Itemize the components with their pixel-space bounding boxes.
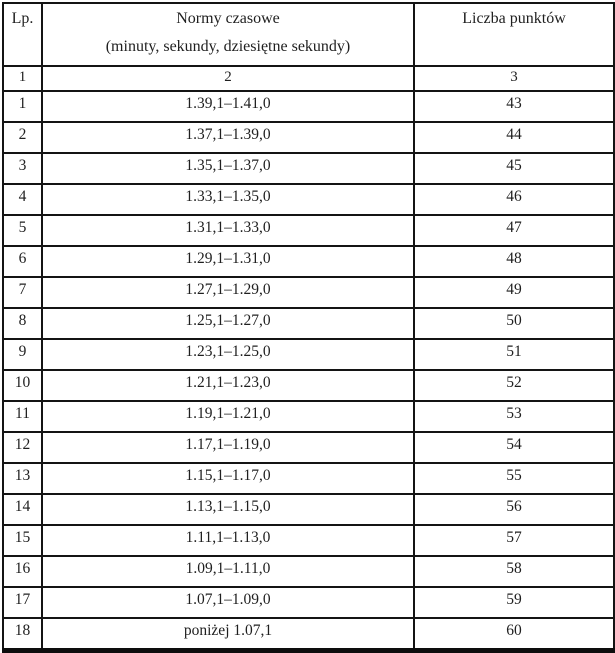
cell-lp: 18 <box>3 618 42 651</box>
table-row <box>3 587 614 618</box>
cell-punkty: 47 <box>414 215 614 246</box>
cell-norma: 1.15,1–1.17,0 <box>42 463 414 494</box>
cell-norma: 1.39,1–1.41,0 <box>42 91 414 122</box>
cell-lp: 14 <box>3 494 42 525</box>
cell-punkty: 48 <box>414 246 614 277</box>
numbering-cell-2: 2 <box>42 66 414 91</box>
cell-norma: 1.11,1–1.13,0 <box>42 525 414 556</box>
table-row <box>3 277 614 308</box>
cell-punkty: 45 <box>414 153 614 184</box>
cell-norma: 1.13,1–1.15,0 <box>42 494 414 525</box>
cell-norma: 1.29,1–1.31,0 <box>42 246 414 277</box>
header-normy-title: Normy czasowe <box>176 10 280 27</box>
table-row <box>3 91 614 122</box>
cell-lp: 4 <box>3 184 42 215</box>
table-row <box>3 184 614 215</box>
header-normy-subtitle: (minuty, sekundy, dziesiętne sekundy) <box>105 38 351 55</box>
table-row <box>3 153 614 184</box>
header-cell-lp: Lp. <box>3 3 42 66</box>
cell-punkty: 49 <box>414 277 614 308</box>
cell-norma: 1.25,1–1.27,0 <box>42 308 414 339</box>
cell-lp: 17 <box>3 587 42 618</box>
cell-norma: 1.35,1–1.37,0 <box>42 153 414 184</box>
table-row <box>3 339 614 370</box>
cell-norma: 1.23,1–1.25,0 <box>42 339 414 370</box>
cell-norma: 1.07,1–1.09,0 <box>42 587 414 618</box>
cell-punkty: 53 <box>414 401 614 432</box>
cell-norma: 1.33,1–1.35,0 <box>42 184 414 215</box>
cell-lp: 10 <box>3 370 42 401</box>
cell-lp: 8 <box>3 308 42 339</box>
cell-punkty: 50 <box>414 308 614 339</box>
table-row <box>3 401 614 432</box>
table-row <box>3 494 614 525</box>
cell-punkty: 52 <box>414 370 614 401</box>
cell-punkty: 59 <box>414 587 614 618</box>
cell-punkty: 44 <box>414 122 614 153</box>
cell-punkty: 54 <box>414 432 614 463</box>
numbering-cell-1: 1 <box>3 66 42 91</box>
table-row <box>3 370 614 401</box>
cell-lp: 6 <box>3 246 42 277</box>
table-row <box>3 122 614 153</box>
table-row <box>3 246 614 277</box>
cell-lp: 13 <box>3 463 42 494</box>
cell-punkty: 60 <box>414 618 614 651</box>
document-page <box>0 2 615 639</box>
norms-table <box>2 2 615 653</box>
cell-punkty: 57 <box>414 525 614 556</box>
cell-lp: 1 <box>3 91 42 122</box>
table-row <box>3 432 614 463</box>
table-body <box>3 91 614 651</box>
cell-lp: 15 <box>3 525 42 556</box>
table-row <box>3 308 614 339</box>
cell-norma: 1.17,1–1.19,0 <box>42 432 414 463</box>
cell-lp: 3 <box>3 153 42 184</box>
cell-lp: 7 <box>3 277 42 308</box>
header-cell-punkty: Liczba punktów <box>414 3 614 66</box>
table-row <box>3 556 614 587</box>
cell-punkty: 46 <box>414 184 614 215</box>
table-row <box>3 463 614 494</box>
cell-norma: 1.37,1–1.39,0 <box>42 122 414 153</box>
table-row <box>3 618 614 651</box>
cell-punkty: 58 <box>414 556 614 587</box>
cell-punkty: 43 <box>414 91 614 122</box>
table-row <box>3 525 614 556</box>
cell-punkty: 55 <box>414 463 614 494</box>
cell-lp: 11 <box>3 401 42 432</box>
cell-lp: 5 <box>3 215 42 246</box>
cell-norma: 1.31,1–1.33,0 <box>42 215 414 246</box>
cell-lp: 12 <box>3 432 42 463</box>
cell-norma: 1.21,1–1.23,0 <box>42 370 414 401</box>
cell-norma: 1.27,1–1.29,0 <box>42 277 414 308</box>
cell-lp: 2 <box>3 122 42 153</box>
cell-norma: 1.09,1–1.11,0 <box>42 556 414 587</box>
cell-punkty: 56 <box>414 494 614 525</box>
cell-norma: poniżej 1.07,1 <box>42 618 414 651</box>
cell-norma: 1.19,1–1.21,0 <box>42 401 414 432</box>
column-numbering-row <box>3 66 614 91</box>
header-cell-normy <box>42 3 414 66</box>
table-header-row <box>3 3 614 66</box>
numbering-cell-3: 3 <box>414 66 614 91</box>
cell-punkty: 51 <box>414 339 614 370</box>
cell-lp: 16 <box>3 556 42 587</box>
table-row <box>3 215 614 246</box>
cell-lp: 9 <box>3 339 42 370</box>
